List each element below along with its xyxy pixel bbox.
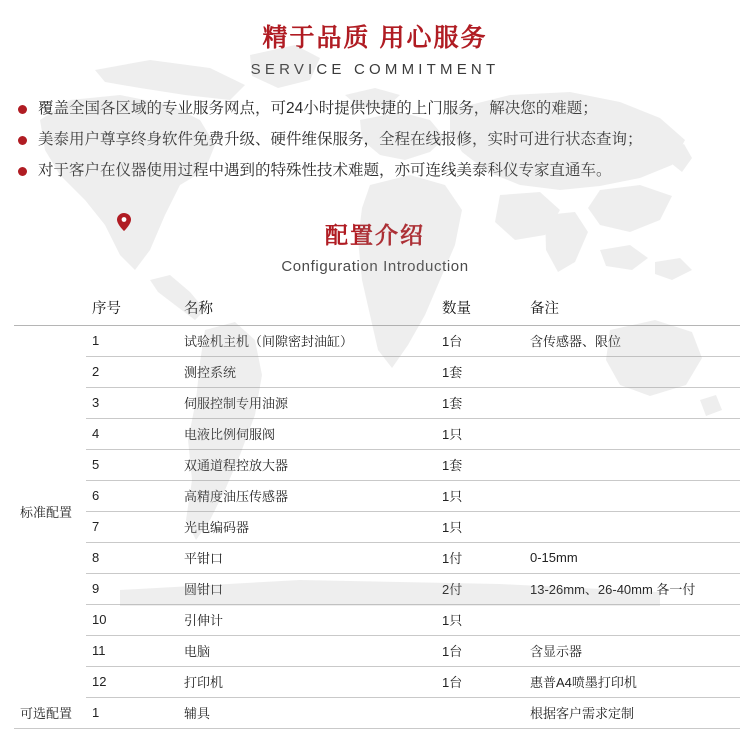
cell-name: 打印机: [178, 666, 436, 697]
table-row: [14, 325, 740, 356]
table-row: [14, 480, 740, 511]
section-heading: [0, 217, 750, 275]
bullet-text: 对于客户在仪器使用过程中遇到的特殊性技术难题，亦可连线美泰科仪专家直通车。: [38, 162, 612, 180]
group-label-standard: 标准配置: [20, 505, 73, 521]
list-item: [18, 98, 728, 120]
cell-name: 平钳口: [178, 542, 436, 573]
col-name: 名称: [178, 293, 436, 326]
service-bullet-list: [0, 98, 750, 183]
table-header-row: [14, 293, 740, 326]
table-row: [14, 418, 740, 449]
cell-no: 2: [86, 356, 178, 387]
list-item: [18, 160, 728, 182]
cell-name: 光电编码器: [178, 511, 436, 542]
table-row: [14, 356, 740, 387]
cell-note: [524, 480, 740, 511]
table-row: [14, 387, 740, 418]
group-label-optional: 可选配置: [14, 697, 86, 728]
table-row: [14, 604, 740, 635]
table-row: [14, 449, 740, 480]
bullet-dot-icon: [18, 136, 27, 145]
col-no: 序号: [86, 293, 178, 326]
cell-no: 4: [86, 418, 178, 449]
cell-no: 11: [86, 635, 178, 666]
col-note: 备注: [524, 293, 740, 326]
cell-no: 8: [86, 542, 178, 573]
page-title-en: SERVICE COMMITMENT: [250, 60, 500, 78]
cell-name: 电液比例伺服阀: [178, 418, 436, 449]
location-marker-icon: [117, 213, 131, 231]
cell-name: 辅具: [178, 697, 436, 728]
cell-name: 电脑: [178, 635, 436, 666]
cell-qty: 1只: [436, 480, 524, 511]
bullet-dot-icon: [18, 105, 27, 114]
bullet-dot-icon: [18, 167, 27, 176]
cell-no: 3: [86, 387, 178, 418]
cell-note: 含显示器: [524, 635, 740, 666]
cell-name: 试验机主机（间隙密封油缸）: [178, 325, 436, 356]
col-group: [14, 293, 86, 326]
table-row: [14, 542, 740, 573]
col-qty: 数量: [436, 293, 524, 326]
cell-note: 0-15mm: [524, 542, 740, 573]
table-row: [14, 697, 740, 728]
cell-qty: 1套: [436, 387, 524, 418]
table-row: [14, 573, 740, 604]
cell-qty: [436, 697, 524, 728]
cell-name: 高精度油压传感器: [178, 480, 436, 511]
cell-qty: 1付: [436, 542, 524, 573]
cell-note: [524, 356, 740, 387]
cell-qty: 1台: [436, 635, 524, 666]
cell-note: [524, 511, 740, 542]
cell-qty: 1台: [436, 666, 524, 697]
section-title-en: Configuration Introduction: [281, 257, 469, 275]
cell-qty: 1只: [436, 418, 524, 449]
cell-note: [524, 418, 740, 449]
cell-qty: 1台: [436, 325, 524, 356]
cell-note: [524, 449, 740, 480]
bullet-text: 覆盖全国各区域的专业服务网点，可24小时提供快捷的上门服务，解决您的难题；: [38, 99, 598, 117]
list-item: [18, 129, 728, 151]
cell-qty: 1只: [436, 511, 524, 542]
cell-note: 13-26mm、26-40mm 各一付: [524, 573, 740, 604]
cell-qty: 2付: [436, 573, 524, 604]
configuration-table: [14, 293, 740, 729]
cell-name: 引伸计: [178, 604, 436, 635]
header: [0, 0, 750, 78]
cell-name: 双通道程控放大器: [178, 449, 436, 480]
cell-no: 6: [86, 480, 178, 511]
cell-no: 10: [86, 604, 178, 635]
configuration-table-wrap: [14, 293, 740, 729]
cell-no: 5: [86, 449, 178, 480]
cell-name: 圆钳口: [178, 573, 436, 604]
cell-name: 伺服控制专用油源: [178, 387, 436, 418]
cell-no: 1: [86, 697, 178, 728]
table-row: [14, 635, 740, 666]
cell-no: 12: [86, 666, 178, 697]
cell-no: 7: [86, 511, 178, 542]
cell-note: 含传感器、限位: [524, 325, 740, 356]
cell-no: 1: [86, 325, 178, 356]
cell-qty: 1只: [436, 604, 524, 635]
cell-no: 9: [86, 573, 178, 604]
table-row: [14, 511, 740, 542]
cell-qty: 1套: [436, 356, 524, 387]
cell-name: 测控系统: [178, 356, 436, 387]
table-row: [14, 666, 740, 697]
cell-note: [524, 604, 740, 635]
cell-note: 惠普A4喷墨打印机: [524, 666, 740, 697]
section-title-cn: 配置介绍: [325, 221, 425, 248]
cell-note: 根据客户需求定制: [524, 697, 740, 728]
page-title-cn: 精于品质 用心服务: [262, 24, 488, 52]
cell-qty: 1套: [436, 449, 524, 480]
cell-note: [524, 387, 740, 418]
bullet-text: 美泰用户尊享终身软件免费升级、硬件维保服务，全程在线报修，实时可进行状态查询；: [38, 130, 643, 148]
